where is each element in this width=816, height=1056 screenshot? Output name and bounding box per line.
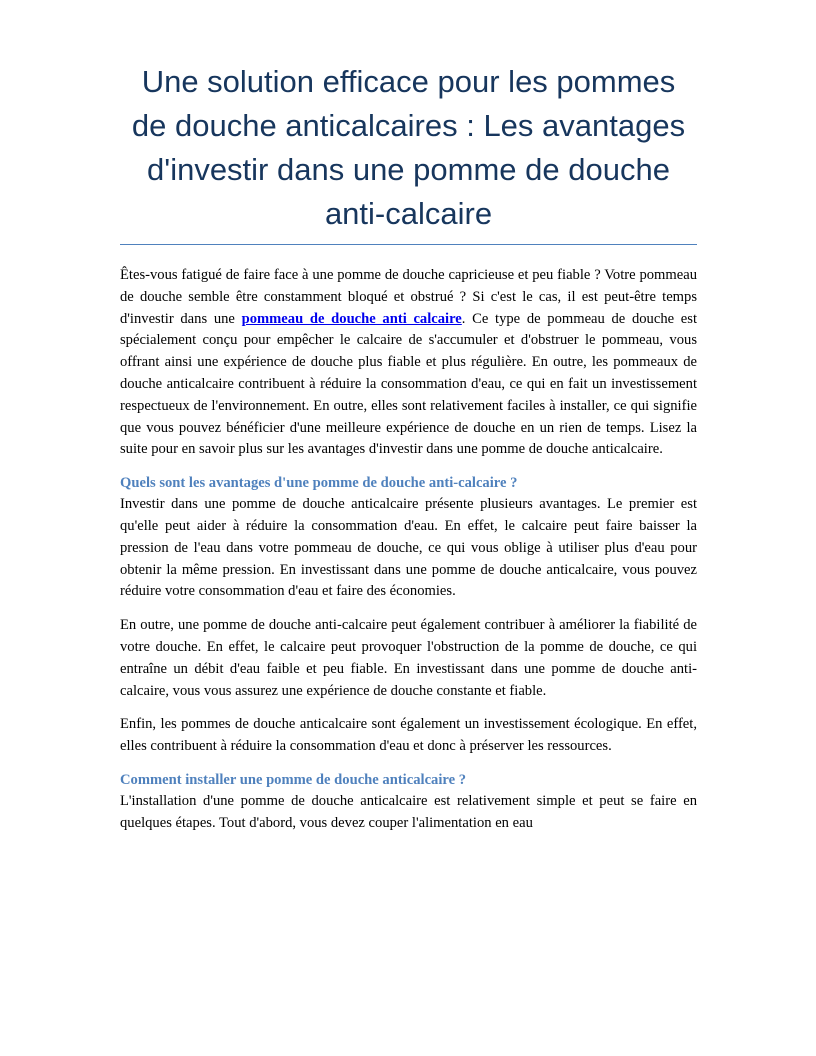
document-title: Une solution efficace pour les pommes de douche anticalcaires : Les avantages d'investir dans une pomme de douche anti-calcaire	[131, 64, 686, 231]
benefits-paragraph-3: Enfin, les pommes de douche anticalcaire sont également un investissement écologique. En effet, elles contribuent à réduire la consommation d'eau et donc à préserver les ressources.	[120, 716, 697, 755]
section-heading-installation: Comment installer une pomme de douche anticalcaire ?	[120, 771, 467, 788]
benefits-paragraph-1: Investir dans une pomme de douche anticalcaire présente plusieurs avantages. Le premier est qu'elle peut aider à réduire la consommation d'eau. En effet, le calcaire peut faire baisser la pression de l'eau dans votre pommeau de douche, ce qui vous oblige à utiliser plus d'eau pour obtenir la même pression. En investissant dans une pomme de douche anticalcaire, vous pouvez réduire votre consommation d'eau et faire des économies.	[120, 496, 697, 600]
document-page	[120, 60, 697, 847]
product-link[interactable]: pommeau de douche anti calcaire	[241, 310, 462, 327]
intro-text-before-link: Êtes-vous fatigué de faire face à une pomme de douche capricieuse et peu fiable ? Votre pommeau de douche semble être constamment bloqué et obstrué ? Si c'est le cas, il est peut-être temps d'investir dans une	[120, 267, 697, 327]
intro-paragraph	[120, 265, 697, 461]
title-divider	[120, 244, 697, 245]
installation-paragraph-1: L'installation d'une pomme de douche anticalcaire est relativement simple et peut se faire en quelques étapes. Tout d'abord, vous devez couper l'alimentation en eau	[120, 792, 697, 831]
intro-text-after-link: . Ce type de pommeau de douche est spécialement conçu pour empêcher le calcaire de s'accumuler et d'obstruer le pommeau, vous offrant ainsi une expérience de douche plus fiable et plus régulière. En outre, les pommeaux de douche anticalcaire contribuent à réduire la consommation d'eau, ce qui en fait un investissement respectueux de l'environnement. En outre, elles sont relativement faciles à installer, ce qui signifie que vous pouvez bénéficier d'une meilleure expérience de douche en un rien de temps. Lisez la suite pour en savoir plus sur les avantages d'investir dans une pomme de douche anticalcaire.	[120, 310, 697, 458]
section-heading-benefits: Quels sont les avantages d'une pomme de douche anti-calcaire ?	[120, 475, 518, 492]
benefits-paragraph-2: En outre, une pomme de douche anti-calcaire peut également contribuer à améliorer la fiabilité de votre douche. En effet, le calcaire peut provoquer l'obstruction de la pomme de douche, ce qui entraîne un débit d'eau faible et peu fiable. En investissant dans une pomme de douche anti-calcaire, vous vous assurez une expérience de douche constante et fiable.	[120, 617, 697, 699]
